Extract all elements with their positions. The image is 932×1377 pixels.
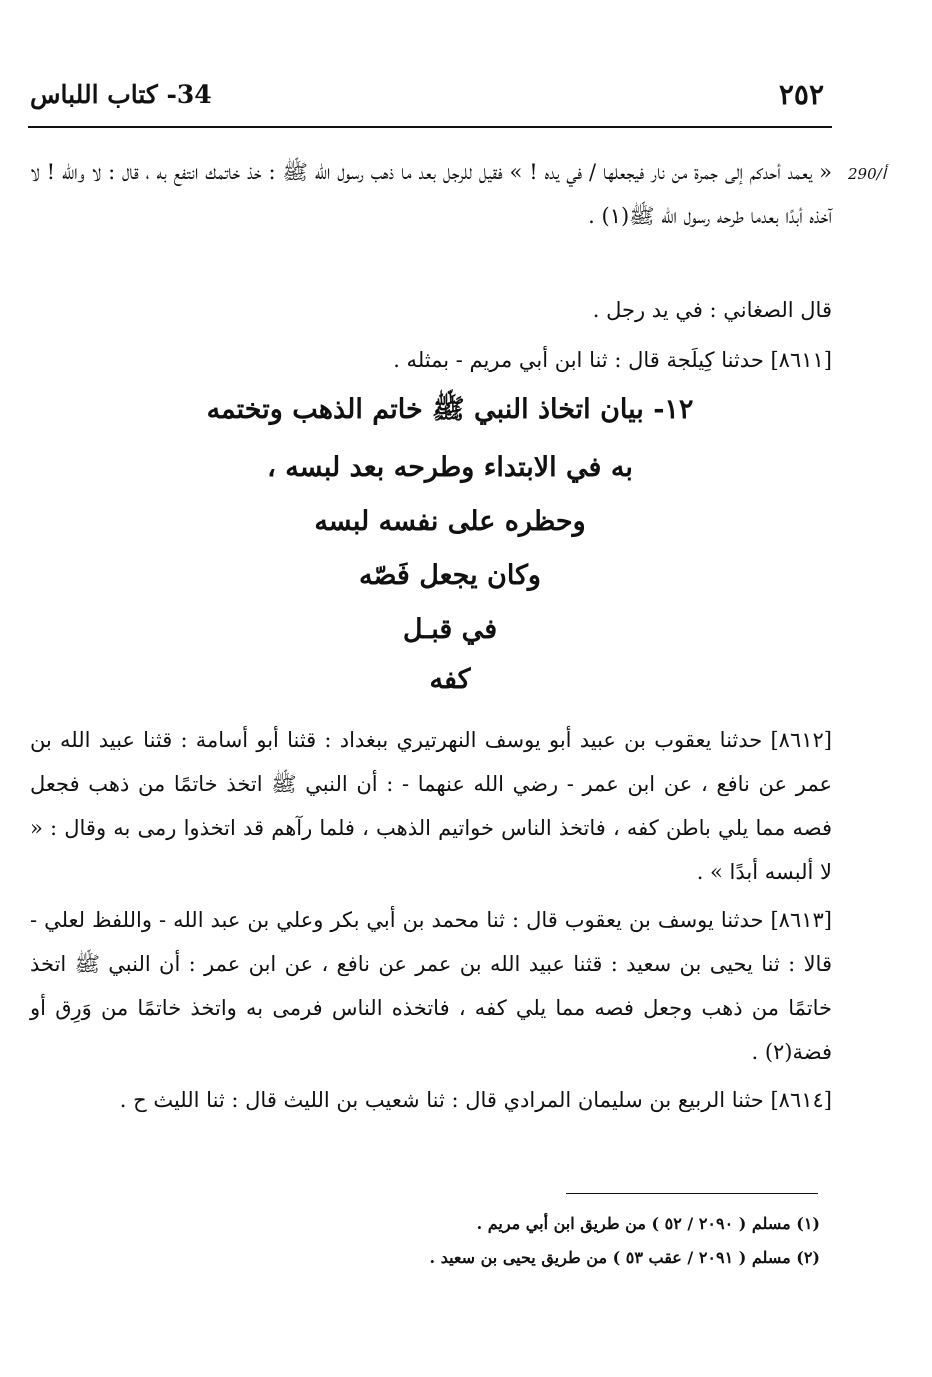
- chapter-heading-line-5: في قبـل: [402, 614, 498, 645]
- paragraph-hadith-continuation: « يعمد أحدكم إلى جمرة من نار فيجعلها / في يده ! » فقيل للرجل بعد ما ذهب رسول الله ﷺ : خذ خاتمك انتفع به ، قال : لا والله ! لا آخذه أبدًا بعدما طرحه رسول الله ﷺ(١) .: [30, 160, 832, 228]
- paragraph-saghani-note: قال الصغاني : في يد رجل .: [592, 298, 832, 322]
- footnote-2: (٢) مسلم ( ٢٠٩١ / عقب ٥٣ ) من طريق يحيى بن سعيد .: [429, 1248, 820, 1267]
- chapter-heading-line-2: به في الابتداء وطرحه بعد لبسه ،: [267, 452, 633, 483]
- chapter-heading-line-3: وحظره على نفسه لبسه: [314, 506, 586, 537]
- footnote-rule: [566, 1193, 818, 1194]
- page-number: ٢٥٢: [778, 78, 824, 111]
- running-title: 34- كتاب اللباس: [30, 80, 212, 109]
- paragraph-hadith-8614: [٨٦١٤] حثنا الربيع بن سليمان المرادي قال : ثنا شعيب بن الليث قال : ثنا الليث ح .: [119, 1088, 832, 1112]
- chapter-heading-line-6: كفه: [429, 664, 471, 695]
- chapter-heading-line-4: وكان يجعل فَصّه: [359, 560, 541, 591]
- chapter-heading-line-1: ١٢- بيان اتخاذ النبي ﷺ خاتم الذهب وتختمه: [206, 394, 694, 425]
- header-rule: [28, 126, 832, 128]
- paragraph-hadith-8613: [٨٦١٣] حدثنا يوسف بن يعقوب قال : ثنا محمد بن أبي بكر وعلي بن عبد الله - واللفظ لعلي - قالا : ثنا يحيى بن سعيد : قثنا عبيد الله بن عمر عن نافع ، عن ابن عمر : أن النبي ﷺ اتخذ خاتمًا من ذهب وجعل فصه مما يلي كفه ، فاتخذه الناس فرمى به واتخذ خاتمًا من وَرِق أو فضة(٢) .: [30, 908, 832, 1064]
- manuscript-folio-note: 290/أ: [848, 165, 886, 183]
- footnote-1: (١) مسلم ( ٢٠٩٠ / ٥٢ ) من طريق ابن أبي مريم .: [476, 1214, 820, 1233]
- paragraph-hadith-8612: [٨٦١٢] حدثنا يعقوب بن عبيد أبو يوسف النهرتيري ببغداد : قثنا أبو أسامة : قثنا عبيد الله بن عمر عن نافع ، عن ابن عمر - رضي الله عنهما - : أن النبي ﷺ اتخذ خاتمًا من ذهب فجعل فصه مما يلي باطن كفه ، فاتخذ الناس خواتيم الذهب ، فلما رآهم قد اتخذوا رمى به وقال : « لا ألبسه أبدًا » .: [30, 728, 832, 884]
- paragraph-hadith-8611: [٨٦١١] حدثنا كِيلَجة قال : ثنا ابن أبي مريم - بمثله .: [393, 348, 832, 372]
